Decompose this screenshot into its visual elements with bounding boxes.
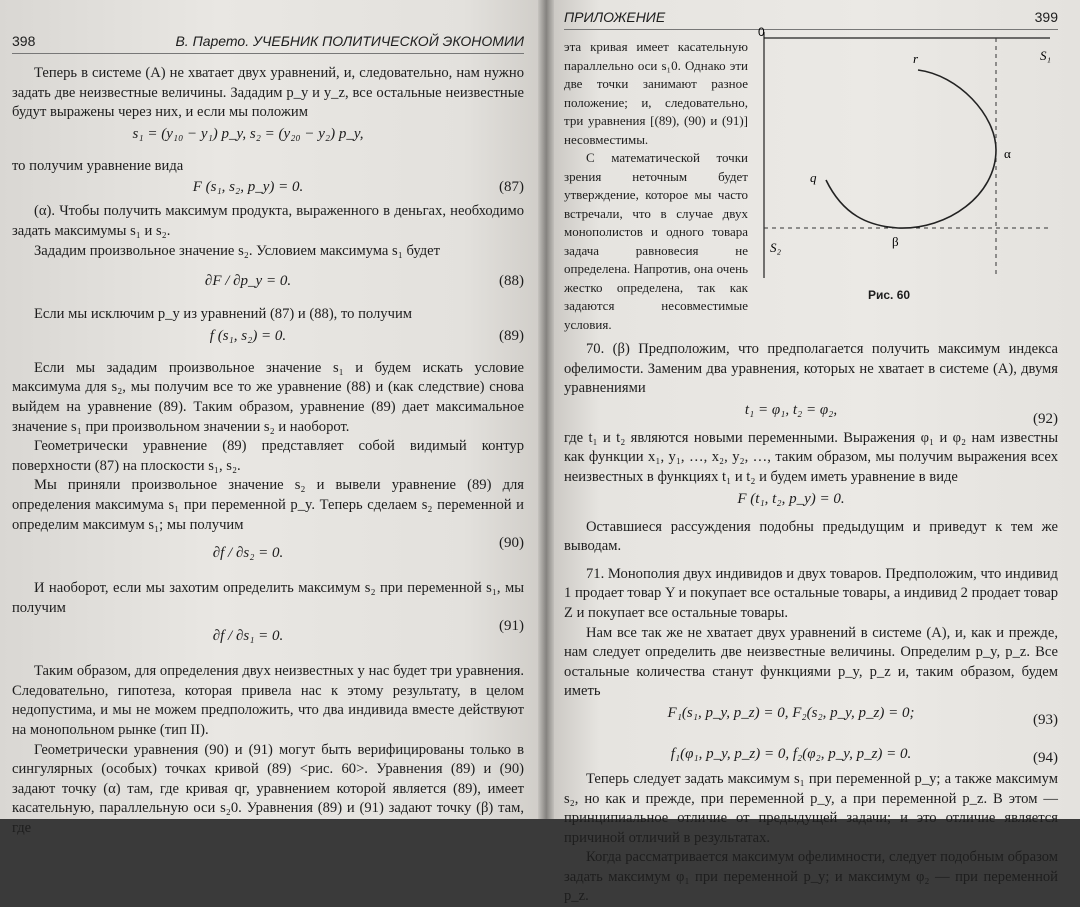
equation: ∂f / ∂s₁ = 0. (91) <box>212 618 524 645</box>
figure-60 <box>758 25 1058 302</box>
left-page-number: 398 <box>12 33 36 49</box>
right-header-title: ПРИЛОЖЕНИЕ <box>564 9 666 25</box>
equation: F₁(s₁, p_y, p_z) = 0, F₂(s₂, p_y, p_z) = 0; (93) <box>667 704 1058 728</box>
paragraph: 70. (β) Предположим, что предполагается получить максимум индекса офелимости. Заменим два уравнения, которых не хватает в системе (A), двумя уравнениями <box>564 341 1058 397</box>
column-text: С математической точки зрения неточным будет утверждение, которое мы часто встречали, что в случае двух монополистов и одного товара задача равновесия не определена. Напротив, она очень жестко определена, так как задаются несовместимые условия. <box>564 150 748 332</box>
right-running-header <box>564 0 1058 30</box>
x-axis-label: S₁ <box>1040 48 1052 63</box>
paragraph: Оставшиеся рассуждения подобны предыдущим и приведут к тем же выводам. <box>564 518 1058 555</box>
paragraph: Геометрически уравнение (89) представляет собой видимый контур поверхности (87) на плоскости s₁, s₂. <box>12 438 524 474</box>
figure-caption: Рис. 60 <box>868 288 911 302</box>
paragraph: где t₁ и t₂ являются новыми переменными. Выражения φ₁ и φ₂ нам известны как функции x₁, y₁, …, x₂, y₂, …, таким образом, мы получим выражения всех неизвестных в функциях t₁ и t₂ и будем иметь уравнение в виде <box>564 429 1058 485</box>
point-beta-label: β <box>892 234 899 249</box>
left-page <box>0 0 546 837</box>
paragraph: И наоборот, если мы захотим определить максимум s₂ при переменной s₁, мы получим <box>12 580 524 616</box>
point-q-label: q <box>810 170 817 185</box>
paragraph: Если мы зададим произвольное значение s₁ и будем искать условие максимума для s₂, мы получим все то же уравнение (88) и (как следствие) снова выйдем на уравнение (89). Таким образом, уравнение (89) дает максимальное значение s₁ при произвольном значении s₂ и наоборот. <box>12 359 524 435</box>
equation: ∂F / ∂p_y = 0. (88) <box>204 273 524 290</box>
paragraph: Таким образом, для определения двух неизвестных у нас будет три уравнения. Следовательно, гипотеза, которая привела нас к этому результату, в целом недопустима, и мы не можем предположить, что два индивида вместе действуют на монопольном рынке (тип II). <box>12 663 524 739</box>
equation: t₁ = φ₁, t₂ = φ₂, (92) <box>744 401 1058 427</box>
paragraph: Если мы исключим p_y из уравнений (87) и (88), то получим <box>34 306 412 323</box>
paragraph: Нам все так же не хватает двух уравнений в системе (A), и, как и прежде, нам следует определить две неизвестные величины. Определим p_y, p_z. Все остальные количества станут функциями p_y, p_z и, таким образом, будем иметь <box>564 624 1058 700</box>
paragraph: Теперь следует задать максимум s₁ при переменной p_y; а также максимум s₂, но как и прежде, при переменной p_y, а при переменной p_z. В этом — принципиальное отличие от предыдущей задачи; и это отличие является причиной отличий в результатах. <box>564 770 1058 846</box>
point-r-label: r <box>913 51 919 66</box>
left-header-title: В. Парето. УЧЕБНИК ПОЛИТИЧЕСКОЙ ЭКОНОМИИ <box>175 33 524 49</box>
equation: ∂f / ∂s₂ = 0. (90) <box>212 535 524 562</box>
y-axis-label: S₂ <box>770 240 782 255</box>
equation: f (s₁, s₂) = 0. (89) <box>209 327 524 344</box>
left-running-header <box>12 12 524 54</box>
paragraph: Когда рассматривается максимум офелимности, следует подобным образом задать максимум φ₁ при переменной p_y; и максимум φ₂ — при переменной p_z. <box>564 849 1058 905</box>
equation: F (s₁, s₂, p_y) = 0. (87) <box>192 179 524 196</box>
paragraph: Теперь в системе (A) не хватает двух уравнений, и, следовательно, нам нужно задать две неизвестные величины. Зададим p_y и y_z, все остальные неизвестные будут выражены через них, и если мы положим <box>12 65 524 121</box>
paragraph: Зададим произвольное значение s₂. Условием максимума s₁ будет <box>34 242 440 259</box>
paragraph: Геометрически уравнения (90) и (91) могут быть верифицированы только в сингулярных (особых) точках кривой (89) <рис. 60>. Уравнения (89) и (90) задают точку (α) там, где кривая qr, уравнением которой является (89), имеет касательную, параллельную оси s₂0. Уравнения (89) и (91) задают точку (β) там, где <box>12 741 524 837</box>
equation: F (t₁, t₂, p_y) = 0. <box>737 490 845 507</box>
section-71-paragraph: 71. Монополия двух индивидов и двух товаров. Предположим, что индивид 1 продает товар Y и покупает все остальные товары, а индивид 2 продает товар Z и покупает все остальные товары. <box>564 565 1058 621</box>
paragraph: то получим уравнение вида <box>12 157 184 174</box>
paragraph: (α). Чтобы получить максимум продукта, выраженного в деньгах, необходимо задать максимумы s₁ и s₂. <box>12 203 524 239</box>
column-text: эта кривая имеет касательную параллельно оси s₁0. Однако эти две точки занимают разное положение; и, следовательно, три уравнения [(89), (90) и (91)] несовместимы. <box>564 39 748 147</box>
figure-60-diagram <box>758 25 1058 285</box>
curve-qr <box>826 70 996 228</box>
equation: f₁(φ₁, p_y, p_z) = 0, f₂(φ₂, p_y, p_z) = 0. (94) <box>670 745 1058 766</box>
origin-label: 0 <box>758 25 765 39</box>
paragraph: Мы приняли произвольное значение s₂ и вывели уравнение (89) для определения максимума s₁ при переменной p_y. Теперь сделаем s₂ переменной и определим максимум s₁; мы получим <box>12 477 524 533</box>
book-gutter <box>538 0 554 819</box>
right-page-number: 399 <box>1034 9 1058 25</box>
point-alpha-label: α <box>1004 146 1011 161</box>
right-page <box>546 0 1080 905</box>
equation: s₁ = (y₁₀ − y₁) p_y, s₂ = (y₂₀ − y₂) p_y, <box>132 125 364 142</box>
